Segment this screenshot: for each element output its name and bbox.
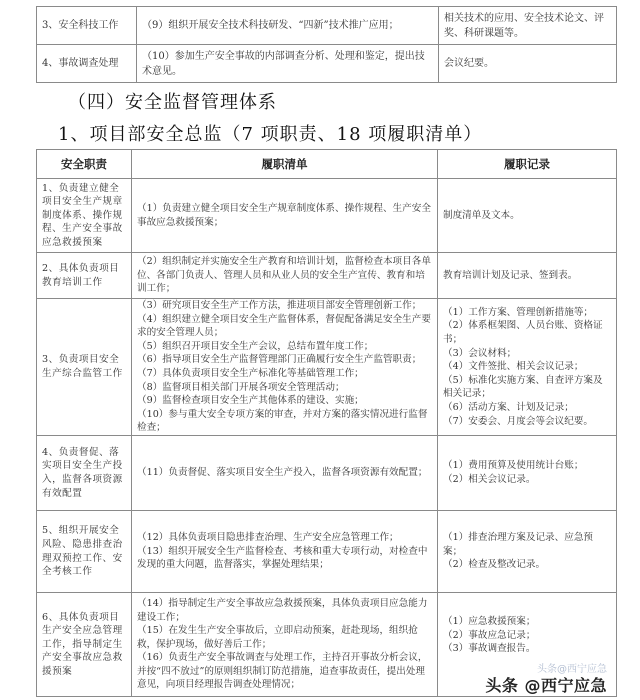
task-item: （16）负责生产安全事故调查与处理工作，主持召开事故分析会议，并按“四不放过”的原则组织制订防范措施，追查事故责任，提出处理意见，向项目经理报告调查处理情况； <box>137 652 428 691</box>
record-cell <box>438 253 617 299</box>
task-item: （1）负责建立健全项目安全生产规章制度体系、操作规程、生产安全事故应急救援预案； <box>137 202 431 228</box>
watermark-ghost-text: 头条@西宁应急 <box>537 664 607 675</box>
task-item: （15）在发生生产安全事故后，立即启动预案，赶赴现场，组织抢救，保护现场，做好善后工作； <box>137 625 418 650</box>
table-row <box>37 45 617 83</box>
duty-cell: 3、负责项目安全生产综合监管工作 <box>37 299 132 436</box>
previous-duties-table <box>36 6 617 83</box>
record-item: （5）标准化实施方案、自查评方案及相关记录； <box>443 374 603 400</box>
record-item: （2）相关会议记录。 <box>443 474 536 485</box>
record-item: （2）检查及整改记录。 <box>443 559 546 571</box>
table-row <box>37 179 617 253</box>
section-heading: （四）安全监督管理体系 <box>68 92 277 113</box>
record-item: （2）体系框架图、人员台账、资格证书； <box>443 320 603 346</box>
record-item: （1）费用预算及使用统计台账； <box>443 460 584 472</box>
table-row <box>37 436 617 511</box>
task-item: （2）组织制定并实施安全生产教育和培训计划，监督检查本项目各单位、各部门负责人、管理人员和从业人员的安全生产宣传、教育和培训工作； <box>137 256 431 295</box>
task-item: （9）监督检查项目安全生产其他体系的建设、实施； <box>137 395 364 407</box>
record-item: （3）事故调查报告。 <box>443 643 536 655</box>
record-item: 教育培训计划及记录、签到表。 <box>443 269 578 281</box>
duty-cell: 1、负责建立健全项目安全生产规章制度体系、操作规程、生产安全事故应急救援预案 <box>37 179 132 253</box>
task-item: （13）组织开展安全生产监督检查、考核和重大专项行动，对检查中发现的重大问题，监督落实，掌握处理结果； <box>137 545 428 571</box>
task-cell <box>132 593 438 697</box>
task-cell <box>132 299 438 436</box>
task-item: （14）指导制定生产安全事故应急救援预案，具体负责项目应急能力建设工作； <box>137 597 428 623</box>
record-cell <box>438 511 617 593</box>
task-cell <box>132 511 438 593</box>
record-cell <box>439 45 617 83</box>
duty-cell: 5、组织开展安全风险、隐患排查治理双预控工作、安全考核工作 <box>37 511 132 593</box>
task-item: （7）具体负责项目安全生产标准化等基础管理工作； <box>137 368 364 379</box>
record-item: （1）工作方案、管理创新措施等； <box>443 306 594 318</box>
task-cell <box>137 45 439 83</box>
header-tasks: 履职清单 <box>132 150 438 179</box>
record-item: 制度清单及文本。 <box>443 209 520 221</box>
record-cell <box>438 299 617 436</box>
header-duty: 安全职责 <box>37 150 132 179</box>
table-header-row <box>37 150 617 179</box>
table-row <box>37 511 617 593</box>
task-item: （10）参加生产安全事故的内部调查分析、处理和鉴定，提出技术意见。 <box>142 50 425 77</box>
record-cell <box>438 179 617 253</box>
record-item: 会议纪要。 <box>444 58 494 69</box>
task-item: （9）组织开展安全技术科技研发、“四新”技术推广应用； <box>142 20 399 31</box>
sub-heading: 1、项目部安全总监（7 项职责、18 项履职清单） <box>58 124 483 145</box>
table-row <box>37 299 617 436</box>
record-item: 相关技术的应用、安全技术论文、评奖、科研课题等。 <box>444 12 604 39</box>
task-item: （12）具体负责项目隐患排查治理、生产安全应急管理工作； <box>137 532 399 544</box>
table-row <box>37 7 617 45</box>
task-item: （8）监督项目相关部门开展各项安全管理活动； <box>137 381 345 393</box>
record-item: （4）文件签批、相关会议记录； <box>443 361 584 373</box>
task-item: （4）组织建立健全项目安全生产监督体系，督促配备满足安全生产要求的安全管理人员； <box>137 313 431 339</box>
record-item: （6）活动方案、计划及记录； <box>443 401 574 413</box>
duty-cell: 4、事故调查处理 <box>37 45 137 83</box>
duty-cell: 4、负责督促、落实项目安全生产投入，监督各项资源有效配置 <box>37 436 132 511</box>
task-item: （10）参与重大安全专项方案的审查，并对方案的落实情况进行监督检查； <box>137 408 428 434</box>
task-item: （11）负责督促、落实项目安全生产投入，监督各项资源有效配置； <box>137 467 428 479</box>
record-item: （3）会议材料； <box>443 347 517 359</box>
record-item: （1）排查治理方案及记录、应急预案； <box>443 532 594 557</box>
watermark-text: 头条 @西宁应急 <box>485 676 607 695</box>
record-cell <box>438 436 617 511</box>
task-cell <box>132 436 438 511</box>
safety-director-duties-table <box>36 149 617 697</box>
header-records: 履职记录 <box>438 150 617 179</box>
watermark <box>482 663 610 696</box>
record-cell <box>439 7 617 45</box>
task-item: （6）指导项目安全生产监督管理部门正确履行安全生产监管职责； <box>137 354 422 366</box>
task-item: （5）组织召开项目安全生产会议，总结布置年度工作； <box>137 340 374 352</box>
record-item: （7）安委会、月度会等会议纪要。 <box>443 415 594 427</box>
table-row <box>37 253 617 299</box>
record-item: （1）应急救援预案； <box>443 616 536 627</box>
duty-cell: 2、具体负责项目教育培训工作 <box>37 253 132 299</box>
task-cell <box>132 253 438 299</box>
duty-cell: 3、安全科技工作 <box>37 7 137 45</box>
duty-cell: 6、具体负责项目生产安全应急管理工作，指导制定生产安全事故应急救援预案 <box>37 593 132 697</box>
record-item: （2）事故应急记录； <box>443 629 536 641</box>
task-item: （3）研究项目安全生产工作方法，推进项目部安全管理创新工作； <box>137 300 422 312</box>
task-cell <box>137 7 439 45</box>
task-cell <box>132 179 438 253</box>
